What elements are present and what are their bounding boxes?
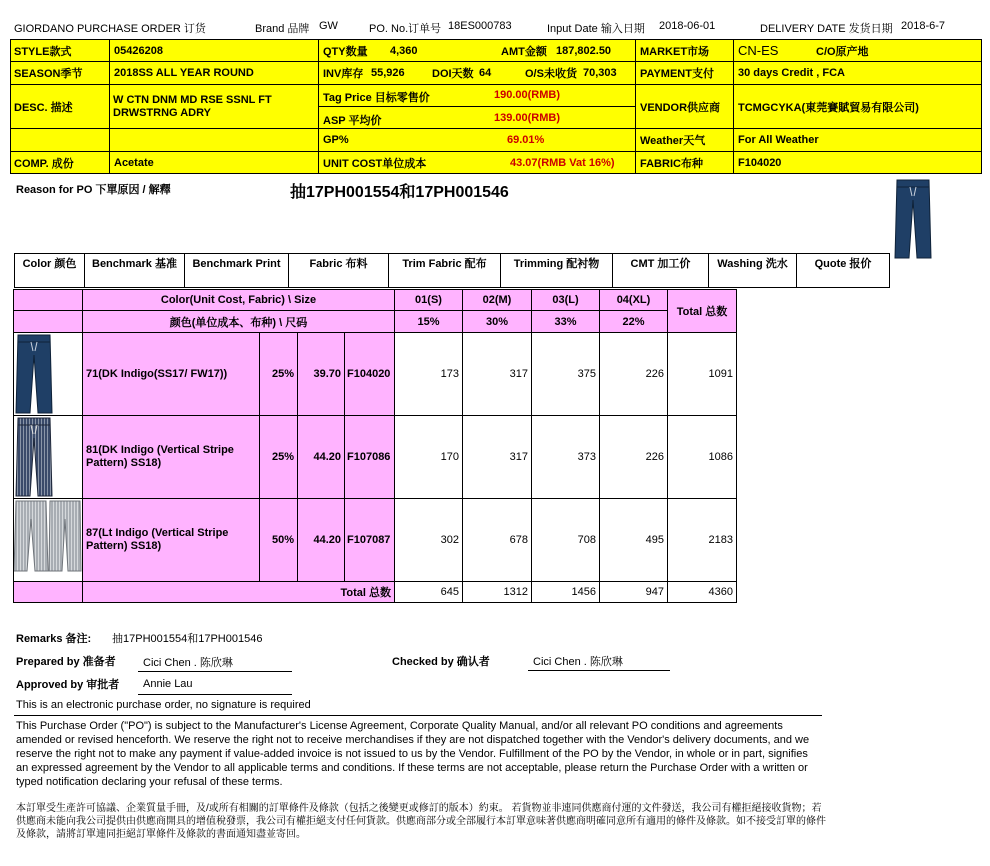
po-header [14,20,974,36]
qty-cell: 173 [394,332,463,416]
qty-label: QTY数量 [323,45,368,58]
payment-label: PAYMENT支付 [640,68,714,80]
size-breakdown-table [13,289,737,604]
doi-label: DOI天数 [432,68,474,80]
qty-cell: 226 [599,415,668,499]
market-value: CN-ES [738,43,779,58]
approved-by-value: Annie Lau [143,678,193,690]
tab-cmt[interactable]: CMT 加工价 [613,254,709,287]
doi-value: 64 [479,67,492,79]
row-total: 1086 [667,415,737,499]
size-header-s: 01(S) [394,289,463,311]
qty-cell: 226 [599,332,668,416]
total-header: Total 总数 [667,289,737,333]
gp-label: GP% [323,134,349,146]
terms-english: This Purchase Order ("PO") is subject to the Manufacturer's License Agreement, Corporate Quality Manual, and/or all relevant PO conditions and agreements amended or revised henceforth. We reserve the right not to receive merchandises if they are not dispatched together with the Vendor's delivery documents, and we reserve the right not to make any payment if value-added invoice is not issued to us by the Vendor. Fulfillment of the PO by the Vendor, in whole or in part, signifies an expressed agreement by the Vendor to all applicable terms and conditions. If these terms are not acceptable, please return the Purchase Order with a written or typed notification declaring your refusal of these terms. [16,720,810,788]
terms-chinese: 本訂單受生產許可協議、企業質量手冊，及/或所有相關的訂單條件及條款（包括之後變更或修訂的版本）約束。 若貨物並非連同供應商付運的文件發送，我公司有權拒絕接收貨物；若供應商未能向我公司提供由供應商開具的增值稅發票，我公司有權拒絕支付任何貨款。供應商部分或全部履行本訂單意味著供應商明確同意所有適用的條件及條款。如不接受訂單的條件及條款，請將訂單連同拒絕訂單條件及條款的書面通知盡並寄回。 [16,803,826,840]
ratio-l: 33% [531,310,600,333]
color-swatch-71 [13,332,83,416]
inv-value: 55,926 [371,67,405,79]
po-number-label: PO. No.订单号 [369,23,442,35]
table-row-color: 81(DK Indigo (Vertical Stripe Pattern) SS18) [82,415,260,499]
size-total-s: 645 [394,581,463,603]
row-fabric: F107086 [344,415,395,499]
qty-cell: 317 [462,415,532,499]
color-swatch-87 [13,498,83,582]
comp-label: COMP. 成份 [14,158,74,170]
brand-label: Brand 品牌 [255,23,310,35]
asp-label: ASP 平均价 [323,115,382,127]
os-value: 70,303 [583,67,617,79]
cost-breakdown-tabs [14,253,890,288]
product-thumbnail-image [893,178,933,262]
size-header-l: 03(L) [531,289,600,311]
electronic-order-note: This is an electronic purchase order, no signature is required [16,699,311,711]
brand-value: GW [319,20,338,32]
ratio-m: 30% [462,310,532,333]
tab-quote[interactable]: Quote 报价 [814,258,872,270]
qty-cell: 170 [394,415,463,499]
qty-cell: 373 [531,415,600,499]
tab-benchmark[interactable]: Benchmark 基准 [85,254,185,287]
comp-value: Acetate [114,157,154,169]
striped-indigo-jeans-image [14,416,82,498]
reason-label: Reason for PO 下單原因 / 解釋 [16,184,171,196]
asp-value: 139.00(RMB) [494,112,561,124]
po-title: GIORDANO PURCHASE ORDER 订货 [14,23,206,35]
season-label: SEASON季节 [14,68,83,80]
tab-fabric[interactable]: Fabric 布料 [289,254,389,287]
dark-indigo-jeans-image [14,333,82,415]
row-cost: 44.20 [297,415,345,499]
season-value: 2018SS ALL YEAR ROUND [114,67,254,79]
size-header-m: 02(M) [462,289,532,311]
table-row-color: 71(DK Indigo(SS17/ FW17)) [82,332,260,416]
reason-text: 抽17PH001554和17PH001546 [290,184,509,201]
table-row-color: 87(Lt Indigo (Vertical Stripe Pattern) SS18) [82,498,260,582]
qty-cell: 678 [462,498,532,582]
size-total-m: 1312 [462,581,532,603]
desc-label: DESC. 描述 [14,101,73,114]
row-total: 2183 [667,498,737,582]
header-color-size-cn: 颜色(单位成本、布种) \ 尺码 [82,310,395,333]
qty-value: 4,360 [390,44,418,57]
remarks-value: 抽17PH001554和17PH001546 [112,633,263,645]
os-label: O/S未收货 [525,68,577,80]
color-swatch-81 [13,415,83,499]
prepared-by-label: Prepared by 准备者 [16,656,116,668]
desc-value-line-2: DRWSTRNG ADRY [113,107,211,119]
delivery-date-value: 2018-6-7 [901,20,946,32]
co-label: C/O原产地 [816,45,869,58]
checked-by-label: Checked by 确认者 [392,656,490,668]
payment-value: 30 days Credit , FCA [738,67,845,79]
tag-price-label: Tag Price 目标零售价 [323,92,430,104]
po-number-value: 18ES000783 [448,20,512,32]
market-label: MARKET市场 [640,45,710,58]
row-fabric: F107087 [344,498,395,582]
size-total-xl: 947 [599,581,668,603]
weather-value: For All Weather [738,134,819,146]
checked-by-value: Cici Chen . 陈欣琳 [533,656,623,668]
row-cost: 44.20 [297,498,345,582]
gp-value: 69.01% [507,134,545,146]
unit-cost-label: UNIT COST单位成本 [323,158,427,170]
row-pct: 50% [259,498,298,582]
row-fabric: F104020 [344,332,395,416]
qty-cell: 495 [599,498,668,582]
qty-cell: 708 [531,498,600,582]
grand-total-label: Total 总数 [82,581,395,603]
size-header-xl: 04(XL) [599,289,668,311]
tab-trimming[interactable]: Trimming 配衬物 [501,254,613,287]
inv-label: INV库存 [323,68,364,80]
approved-by-label: Approved by 审批者 [16,679,120,691]
tab-washing[interactable]: Washing 洗水 [709,254,797,287]
fabric-label: FABRIC布种 [640,158,703,170]
ratio-xl: 22% [599,310,668,333]
remarks-label: Remarks 备注: [16,633,92,645]
tab-color[interactable]: Color 颜色 [15,254,85,287]
style-label: STYLE款式 [14,45,72,58]
tag-price-value: 190.00(RMB) [494,89,561,101]
prepared-by-value: Cici Chen . 陈欣琳 [143,657,233,669]
row-pct: 25% [259,415,298,499]
vendor-label: VENDOR供应商 [640,101,721,114]
delivery-date-label: DELIVERY DATE 发货日期 [760,23,893,35]
qty-cell: 375 [531,332,600,416]
vendor-value: TCMGCYKA(東莞賽賦貿易有限公司) [738,101,919,114]
row-cost: 39.70 [297,332,345,416]
input-date-label: Input Date 输入日期 [547,23,645,35]
grand-total-value: 4360 [667,581,737,603]
amt-value: 187,802.50 [556,44,612,57]
input-date-value: 2018-06-01 [659,20,716,32]
header-color-size: Color(Unit Cost, Fabric) \ Size [82,289,395,311]
desc-value [113,94,272,120]
unit-cost-value: 43.07(RMB Vat 16%) [510,157,615,169]
qty-cell: 317 [462,332,532,416]
weather-label: Weather天气 [640,135,706,147]
fabric-value: F104020 [738,157,782,169]
amt-label: AMT金额 [501,45,547,58]
tab-benchmark-print[interactable]: Benchmark Print [185,254,289,287]
light-indigo-jeans-image [14,499,82,581]
qty-cell: 302 [394,498,463,582]
size-total-l: 1456 [531,581,600,603]
tab-trim-fabric[interactable]: Trim Fabric 配布 [389,254,501,287]
row-pct: 25% [259,332,298,416]
style-value: 05426208 [114,44,163,57]
order-info-grid [10,39,982,174]
row-total: 1091 [667,332,737,416]
desc-value-line-1: W CTN DNM MD RSE SSNL FT [113,94,272,106]
ratio-s: 15% [394,310,463,333]
